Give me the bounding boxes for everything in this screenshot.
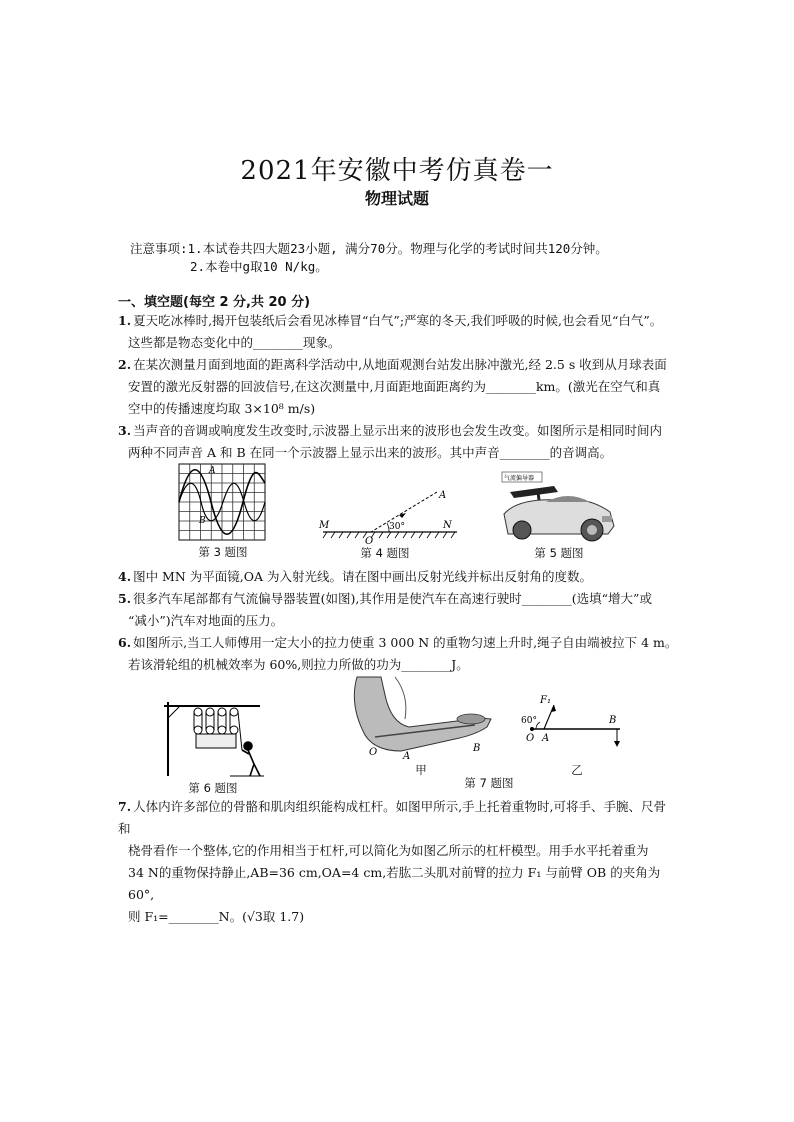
label-o: O	[369, 747, 378, 758]
page-subtitle: 物理试题	[364, 189, 429, 208]
figure-6-pulley	[160, 700, 266, 778]
figure-4-mirror	[315, 484, 465, 546]
label-m: M	[319, 520, 330, 531]
figure-7-jia: 甲	[415, 763, 427, 777]
question-text: 34 N的重物保持静止,AB=36 cm,OA=4 cm,若肱二头肌对前臂的拉力 F₁ 与前臂 OB 的夹角为 60°,	[128, 865, 661, 902]
label-b: B	[199, 516, 206, 526]
question-text: 安置的激光反射器的回波信号,在这次测量中,月面距地面距离约为________km。(激光在空气和真	[128, 379, 661, 394]
notice	[130, 240, 608, 276]
label-f1: F₁	[540, 695, 551, 706]
question-number: 4.	[118, 569, 132, 584]
question-text: 当声音的音调或响度发生改变时,示波器上显示出来的波形也会发生改变。如图所示是相同时间内	[133, 423, 663, 438]
figure-5-caption: 第 5 题图	[534, 546, 584, 560]
question-text: “减小”)汽车对地面的压力。	[128, 613, 284, 628]
label-a: A	[403, 751, 411, 762]
label-o: O	[526, 733, 535, 744]
figure-5-car	[498, 468, 620, 544]
question-number: 6.	[118, 635, 132, 650]
notice-line-1: 注意事项:1.本试卷共四大题23小题, 满分70分。物理与化学的考试时间共120分钟。	[130, 241, 608, 256]
angle-label: 60°	[521, 716, 537, 726]
angle-label: 30°	[389, 522, 405, 532]
figure-3-caption: 第 3 题图	[198, 545, 248, 559]
figure-7-arm	[345, 675, 495, 765]
question-text: 如图所示,当工人师傅用一定大小的拉力使重 3 000 N 的重物匀速上升时,绳子自由端被拉下 4 m。	[133, 635, 678, 650]
question-text: 这些都是物态变化中的________现象。	[128, 335, 341, 350]
question-text: 图中 MN 为平面镜,OA 为入射光线。请在图中画出反射光线并标出反射角的度数。	[133, 569, 592, 584]
question-2	[118, 354, 678, 420]
label-o: O	[365, 536, 374, 546]
question-5	[118, 588, 678, 632]
question-7	[118, 796, 678, 928]
figure-7-yi: 乙	[571, 763, 583, 777]
question-text: 人体内许多部位的骨骼和肌肉组织能构成杠杆。如图甲所示,手上托着重物时,可将手、手腕、尺骨和	[118, 799, 667, 836]
label-b: B	[609, 715, 617, 726]
figure-6-caption: 第 6 题图	[188, 781, 238, 795]
question-number: 5.	[118, 591, 132, 606]
label-a: A	[209, 466, 216, 476]
label-a: A	[542, 733, 550, 744]
label-b: B	[473, 743, 481, 754]
question-number: 3.	[118, 423, 132, 438]
label-n: N	[443, 520, 452, 531]
question-text: 空中的传播速度均取 3×10⁸ m/s)	[128, 401, 316, 416]
question-1	[118, 310, 678, 354]
question-text: 在某次测量月面到地面的距离科学活动中,从地面观测台站发出脉冲激光,经 2.5 s 收到从月球表面	[133, 357, 667, 372]
question-number: 2.	[118, 357, 132, 372]
question-text: 很多汽车尾部都有气流偏导器装置(如图),其作用是使汽车在高速行驶时________(选填“增大”或	[133, 591, 652, 606]
question-3	[118, 420, 678, 464]
question-text: 夏天吃冰棒时,揭开包装纸后会看见冰棒冒“白气”;严寒的冬天,我们呼吸的时候,也会看见“白气”。	[133, 313, 663, 328]
figure-7-caption: 第 7 题图	[464, 776, 514, 790]
question-text: 两种不同声音 A 和 B 在同一个示波器上显示出来的波形。其中声音________的音调高。	[128, 445, 613, 460]
label-a: A	[439, 490, 447, 501]
figure-3-oscilloscope	[178, 463, 266, 541]
notice-line-2: 2.本卷中g取10 N/kg。	[190, 259, 328, 274]
question-text: 则 F₁=________N。(√3取 1.7)	[128, 909, 305, 924]
question-text: 若该滑轮组的机械效率为 60%,则拉力所做的功为________J。	[128, 657, 469, 672]
page-title: 2021年安徽中考仿真卷一	[240, 156, 554, 186]
figure-4-caption: 第 4 题图	[360, 546, 410, 560]
figure-7-lever	[518, 693, 630, 749]
question-6	[118, 632, 678, 676]
question-text: 桡骨看作一个整体,它的作用相当于杠杆,可以简化为如图乙所示的杠杆模型。用手水平托着重为	[128, 843, 649, 858]
spoiler-tag: 气流偏导器	[504, 475, 535, 482]
question-4	[118, 566, 678, 588]
section-heading: 一、填空题(每空 2 分,共 20 分)	[118, 295, 311, 310]
question-number: 7.	[118, 799, 132, 814]
question-number: 1.	[118, 313, 132, 328]
